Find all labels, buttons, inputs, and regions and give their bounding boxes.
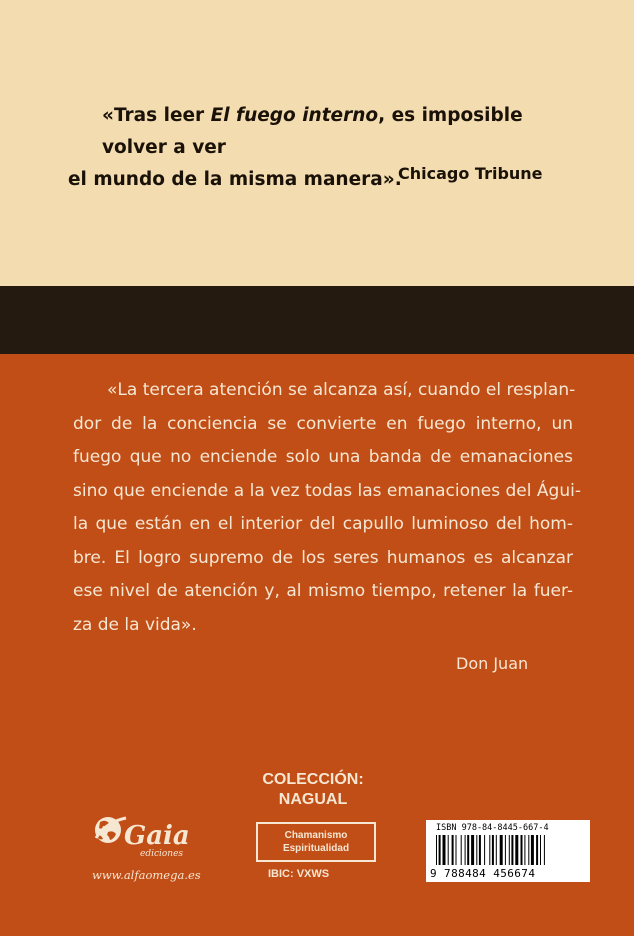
barcode-bar [505, 835, 506, 865]
barcode-bar [544, 835, 545, 865]
review-source: Chicago Tribune [398, 164, 543, 183]
barcode-bar [509, 835, 510, 865]
main-quote-line: ese nivel de atención y, al mismo tiempo, retener la fuer- [73, 581, 573, 601]
ibic-code: IBIC: VXWS [268, 868, 330, 880]
review-quote-text-end: , es imposible volver a ver [102, 105, 523, 158]
main-quote-line: la que están en el interior del capullo luminoso del hom- [73, 514, 573, 534]
barcode-bar [452, 835, 454, 865]
barcode-bar [536, 835, 538, 865]
barcode-bar [500, 835, 503, 865]
collection-title [248, 770, 378, 810]
barcode-digits: 9 788484 456674 [430, 867, 536, 880]
collection-name: NAGUAL [278, 791, 348, 808]
barcode-bar [521, 835, 523, 865]
barcode-bar [439, 835, 441, 865]
subject-item: Chamanismo [284, 830, 348, 841]
main-quote-line: fuego que no enciende solo una banda de emanaciones [73, 447, 573, 467]
barcode-bar [476, 835, 477, 865]
logo-wordmark: Gaia [124, 821, 190, 851]
barcode-bar [528, 835, 529, 865]
barcode-bar [531, 835, 534, 865]
barcode-bar [484, 835, 485, 865]
subject-box [256, 822, 376, 862]
main-quote-line: za de la vida». [73, 614, 197, 635]
barcode-bar [492, 835, 494, 865]
barcode-bar [465, 835, 466, 865]
dark-band [0, 286, 634, 354]
globe-icon [95, 817, 126, 843]
barcode-bar [479, 835, 481, 865]
barcode [426, 820, 590, 882]
main-quote-source: Don Juan [456, 654, 529, 673]
review-quote-line2: el mundo de la misma manera». [68, 169, 402, 190]
barcode-bar [511, 835, 513, 865]
main-quote-line: bre. El logro supremo de los seres humanos es alcanzar [73, 547, 573, 568]
gaia-logo [88, 808, 208, 868]
main-quote [73, 374, 581, 642]
barcode-bar [524, 835, 525, 865]
barcode-bar [456, 835, 457, 865]
barcode-bar [448, 835, 449, 865]
barcode-bar [515, 835, 518, 865]
barcode-bars [434, 835, 584, 867]
isbn-label: ISBN 978-84-8445-667-4 [436, 823, 549, 833]
main-quote-line: sino que enciende a la vez todas las emanaciones del Águi- [73, 480, 581, 501]
main-quote-line: dor de la conciencia se convierte en fuego interno, un [73, 413, 573, 434]
barcode-bar [467, 835, 469, 865]
collection-label: COLECCIÓN: [262, 771, 364, 788]
logo-subtitle: ediciones [140, 849, 184, 859]
barcode-bar [443, 835, 446, 865]
barcode-bar [489, 835, 490, 865]
barcode-bar [540, 835, 541, 865]
publisher-url: www.alfaomega.es [92, 868, 201, 882]
subject-item: Espiritualidad [282, 843, 350, 854]
main-quote-line: «La tercera atención se alcanza así, cuando el resplan- [107, 380, 576, 400]
barcode-bar [471, 835, 474, 865]
barcode-bar [496, 835, 497, 865]
barcode-bar [436, 835, 437, 865]
barcode-bar [461, 835, 462, 865]
book-title: El fuego interno [210, 105, 379, 126]
review-quote-text-start: «Tras leer [102, 105, 211, 126]
